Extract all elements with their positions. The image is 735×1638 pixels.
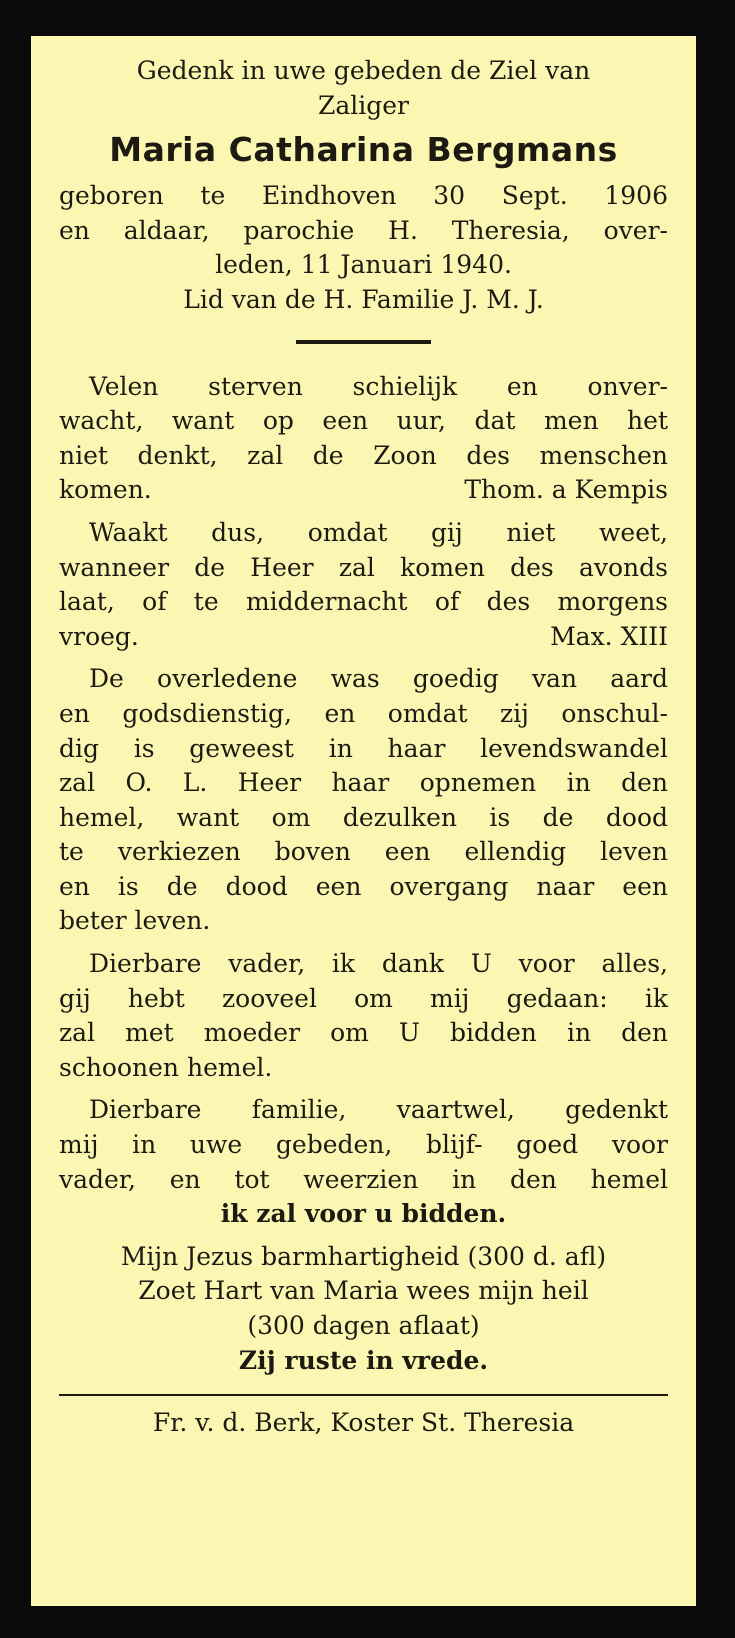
paragraph-line: schoonen hemel. xyxy=(59,1052,273,1082)
paragraph-line: te verkiezen boven een ellendig leven xyxy=(59,837,668,867)
quote-last-line xyxy=(59,620,668,655)
quote-attribution: Max. XIII xyxy=(550,621,668,651)
quote-line: wacht, want op een uur, dat men het xyxy=(59,406,668,436)
header-line-1: Gedenk in uwe gebeden de Ziel van xyxy=(136,56,591,85)
paragraph-line: ik zal voor u bidden. xyxy=(220,1199,507,1229)
quote-line: Waakt dus, omdat gij niet weet, xyxy=(89,517,668,547)
prayer-line: (300 dagen aflaat) xyxy=(247,1311,480,1340)
paragraph-father xyxy=(59,947,668,1085)
quote-max xyxy=(59,516,668,654)
rest-in-peace: Zij ruste in vrede. xyxy=(238,1345,489,1375)
birth-line-2: en aldaar, parochie H. Theresia, over- xyxy=(59,215,668,245)
memorial-card xyxy=(31,36,696,1606)
paragraph-line: hemel, want om dezulken is de dood xyxy=(59,802,668,832)
birth-line-3: leden, 11 Januari 1940. xyxy=(215,250,512,280)
paragraph-line: dig is geweest in haar levendswandel xyxy=(59,733,668,763)
quote-line: komen. xyxy=(59,475,152,505)
birth-line-4: Lid van de H. Familie J. M. J. xyxy=(183,284,544,314)
paragraph-line: gij hebt zooveel om mij gedaan: ik xyxy=(59,983,668,1013)
prayer-line: Mijn Jezus barmhartigheid (300 d. afl) xyxy=(120,1241,607,1271)
deceased-name: Maria Catharina Bergmans xyxy=(109,130,618,170)
quote-last-line xyxy=(59,473,668,508)
birth-details xyxy=(59,179,668,317)
paragraph-line: De overledene was goedig van aard xyxy=(89,664,668,694)
paragraph-deceased xyxy=(59,662,668,939)
paragraph-line: zal met moeder om U bidden in den xyxy=(59,1018,668,1048)
quote-line: vroeg. xyxy=(59,621,139,651)
paragraph-line: vader, en tot weerzien in den hemel xyxy=(59,1164,668,1194)
header xyxy=(59,54,668,123)
birth-line-1: geboren te Eindhoven 30 Sept. 1906 xyxy=(59,181,668,211)
paragraph-line: Dierbare familie, vaartwel, gedenkt xyxy=(89,1095,668,1125)
prayer-line: Zoet Hart van Maria wees mijn heil xyxy=(138,1276,589,1306)
printer-credit: Fr. v. d. Berk, Koster St. Theresia xyxy=(152,1408,575,1438)
quote-line: wanneer de Heer zal komen des avonds xyxy=(59,552,668,582)
paragraph-line: zal O. L. Heer haar opnemen in den xyxy=(59,768,668,798)
quote-line: laat, of te middernacht of des morgens xyxy=(59,587,668,617)
quote-kempis xyxy=(59,370,668,508)
header-line-2: Zaliger xyxy=(317,90,409,120)
divider-rule xyxy=(296,340,431,344)
paragraph-line: mij in uwe gebeden, blijf- goed voor xyxy=(59,1130,668,1160)
quote-line: niet denkt, zal de Zoon des menschen xyxy=(59,440,668,470)
quote-attribution: Thom. a Kempis xyxy=(464,475,668,505)
paragraph-line: en is de dood een overgang naar een xyxy=(59,871,668,901)
paragraph-family xyxy=(59,1093,668,1231)
prayers xyxy=(59,1240,668,1378)
footer-rule xyxy=(59,1394,668,1396)
quote-line: Velen sterven schielijk en onver- xyxy=(89,371,668,401)
paragraph-line: en godsdienstig, en omdat zij onschul- xyxy=(59,698,668,728)
paragraph-line: Dierbare vader, ik dank U voor alles, xyxy=(89,949,668,979)
paragraph-line: beter leven. xyxy=(59,906,211,936)
